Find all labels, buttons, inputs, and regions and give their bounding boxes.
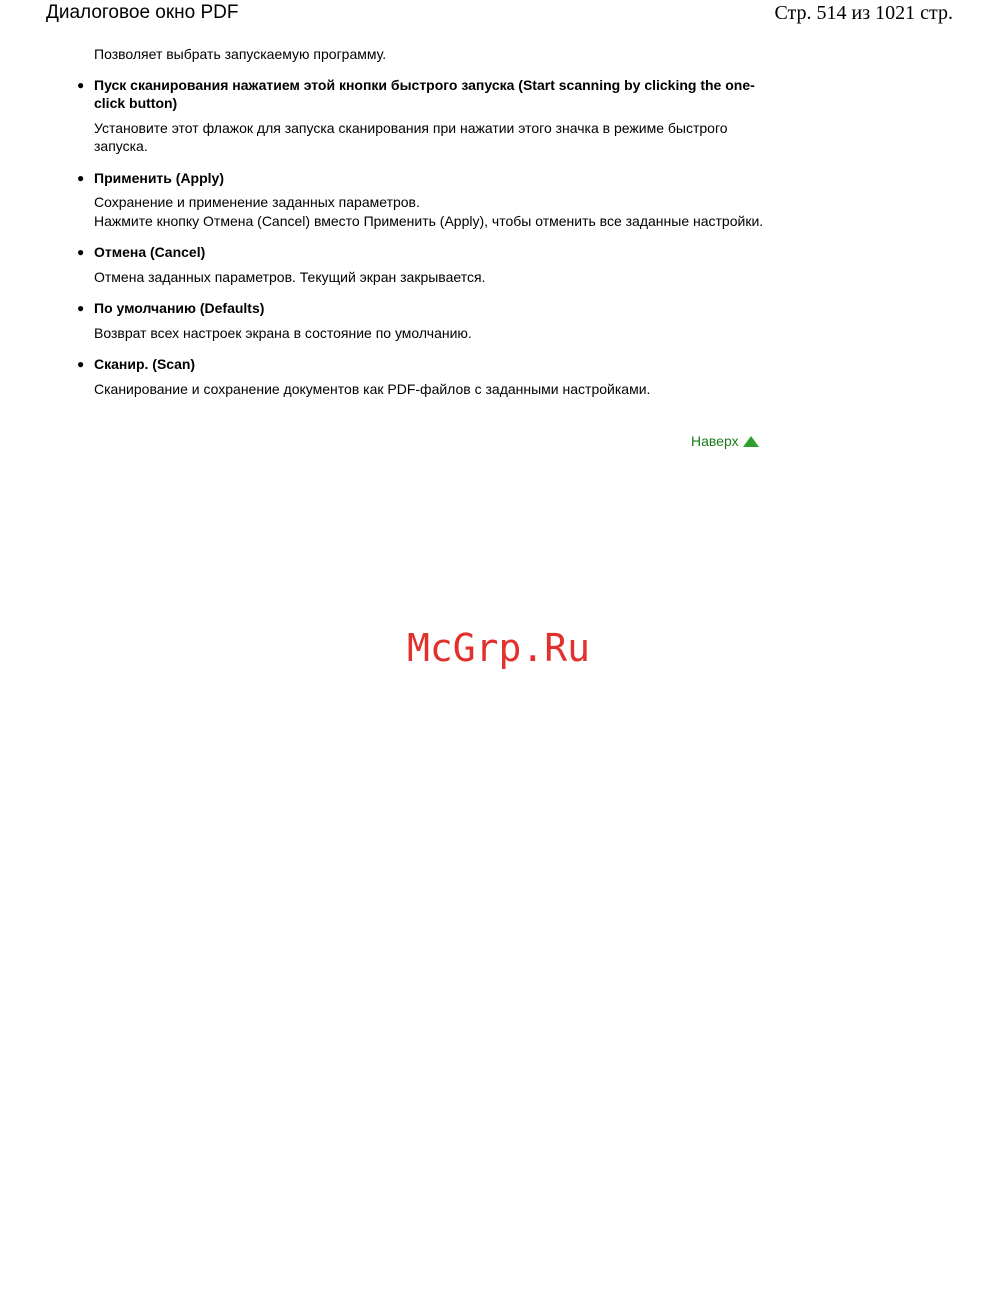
item-title: Сканир. (Scan) [94, 356, 196, 372]
document-title: Диалоговое окно PDF [46, 2, 239, 23]
content [77, 45, 764, 411]
list-item [77, 76, 764, 156]
page-header [0, 0, 1000, 30]
bullet-icon: ● [77, 301, 85, 315]
list-item [77, 299, 764, 342]
back-to-top-label: Наверх [691, 433, 739, 449]
bullet-icon: ● [77, 77, 85, 92]
bullet-icon: ● [77, 170, 85, 185]
item-title: Пуск сканирования нажатием этой кнопки быстрого запуска (Start scanning by clicking the one-click button) [94, 76, 755, 111]
item-description: Сканирование и сохранение документов как PDF-файлов с заданными настройками. [94, 380, 651, 397]
item-description: Отмена заданных параметров. Текущий экран закрывается. [94, 268, 486, 285]
back-to-top-link[interactable] [691, 432, 759, 450]
list-item [77, 243, 764, 286]
item-description: Установите этот флажок для запуска сканирования при нажатии этого значка в режиме быстрого запуска. [94, 119, 728, 154]
item-title: Применить (Apply) [94, 169, 224, 186]
item-title: Отмена (Cancel) [94, 244, 206, 260]
page-counter: Стр. 514 из 1021 стр. [774, 2, 953, 24]
list-item [77, 355, 764, 398]
item-description: Возврат всех настроек экрана в состояние по умолчанию. [94, 324, 472, 341]
item-description: Нажмите кнопку Отмена (Cancel) вместо Применить (Apply), чтобы отменить все заданные настройки. [94, 212, 764, 229]
arrow-up-icon [743, 436, 759, 447]
bullet-icon: ● [77, 357, 85, 371]
bullet-icon: ● [77, 245, 85, 259]
item-description: Сохранение и применение заданных параметров. [94, 194, 420, 210]
item-title: По умолчанию (Defaults) [94, 300, 265, 316]
intro-text: Позволяет выбрать запускаемую программу. [94, 46, 387, 62]
watermark: McGrp.Ru [407, 626, 591, 670]
list-item [77, 169, 764, 231]
